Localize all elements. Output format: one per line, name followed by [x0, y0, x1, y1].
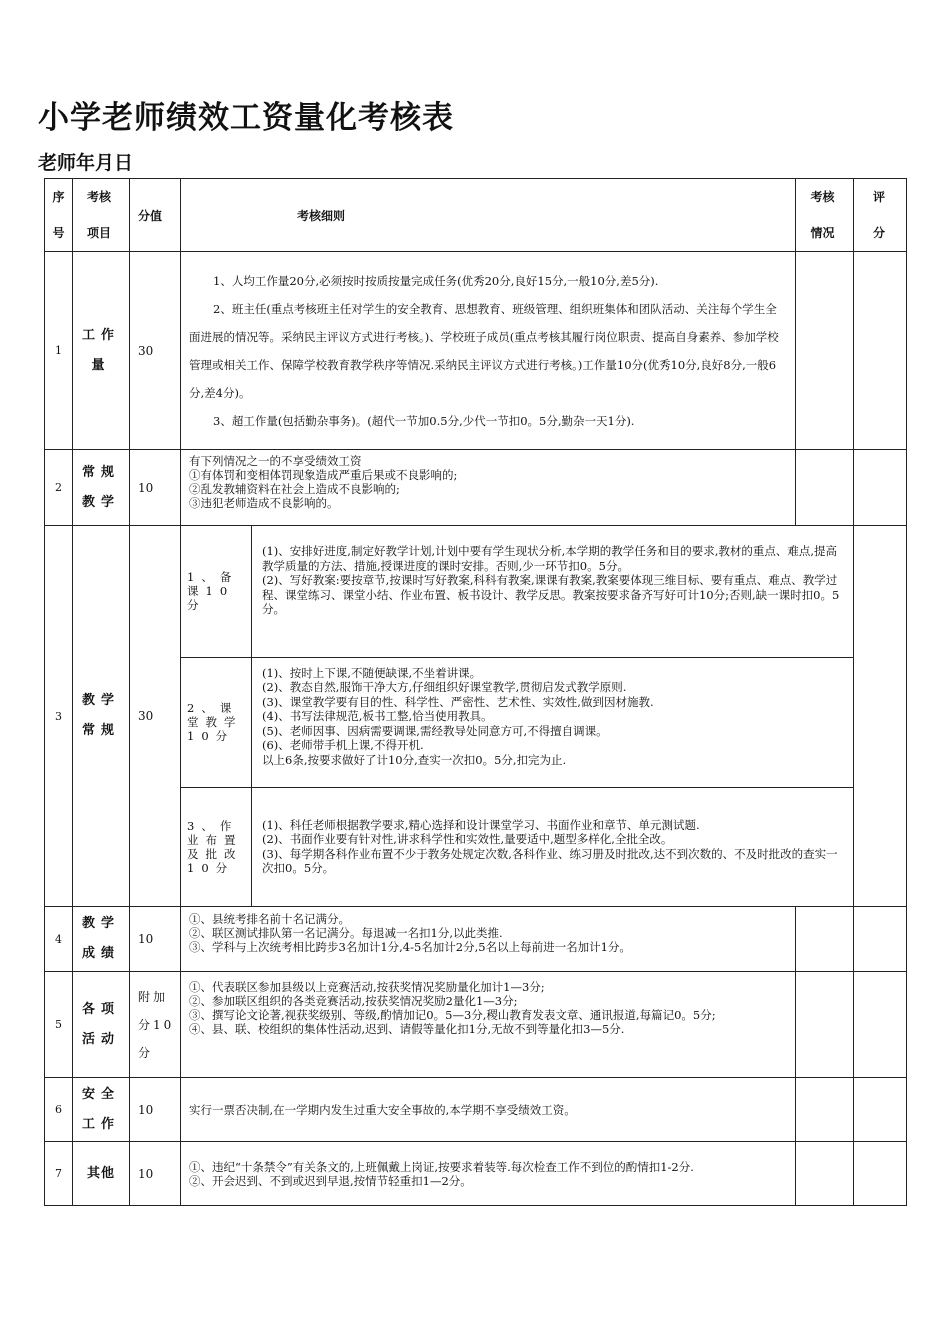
row-item: 教学成绩: [73, 907, 130, 972]
sub-table: [181, 526, 853, 906]
detail-line: (2)、书面作业要有针对性,讲求科学性和实效性,量要适中,题型多样化,全批全改。: [262, 832, 673, 847]
header-detail: 考核细则: [181, 179, 796, 252]
header-score: 分值: [130, 179, 181, 252]
detail-line: (1)、科任老师根据教学要求,精心选择和设计课堂学习、书面作业和章节、单元测试题.: [262, 817, 700, 832]
row-status-cell: [796, 252, 854, 450]
detail-line: (3)、每学期各科作业布置不少于教务处规定次数,各科作业、练习册及时批改,达不到次数的、不及时批改的查实一次扣0。5分。: [262, 846, 838, 876]
detail-line: 以上6条,按要求做好了计10分,查实一次扣0。5分,扣完为止.: [262, 752, 567, 767]
row-status-cell: [796, 450, 854, 526]
sub-row: [181, 526, 853, 657]
detail-line: ④、县、联、校组织的集体性活动,迟到、请假等量化扣1分,无故不到等量化扣3—5分.: [189, 1022, 625, 1036]
header-row: [45, 179, 907, 252]
row-number: 1: [45, 252, 73, 450]
detail-line: 有下列情况之一的不享受绩效工资: [189, 454, 362, 468]
row-status-cell: [796, 1142, 854, 1206]
detail-line: ①有体罚和变相体罚现象造成严重后果或不良影响的;: [189, 468, 458, 482]
detail-line: (1)、安排好进度,制定好教学计划,计划中要有学生现状分析,本学期的教学任务和目的要求,教材的重点、难点,提高教学质量的方法、措施,授课进度的课时安排。否则,少一环节扣0。5分。: [262, 544, 838, 573]
row-grade-cell: [854, 252, 907, 450]
detail-line: (3)、课堂教学要有目的性、科学性、严密性、艺术性、实效性,做到因材施教.: [262, 694, 654, 709]
detail-line: (2)、教态自然,服饰干净大方,仔细组织好课堂教学,贯彻启发式教学原则.: [262, 680, 627, 694]
row-grade-cell: [854, 1078, 907, 1142]
row-grade-cell: [854, 1142, 907, 1206]
table-row: [45, 1142, 907, 1206]
row-number: 3: [45, 526, 73, 907]
detail-line: ①、违纪“十条禁令”有关条文的,上班佩戴上岗证,按要求着装等.每次检查工作不到位的酌情扣1-2分.: [189, 1159, 694, 1174]
row-status-cell: [796, 972, 854, 1078]
row-score: 30: [130, 526, 181, 907]
detail-line: ③、撰写论文论著,视获奖级别、等级,酌情加记0。5—3分,稷山教育发表文章、通讯报道,每篇记0。5分;: [189, 1008, 716, 1022]
row-grade-cell: [854, 972, 907, 1078]
detail-line: 2、班主任(重点考核班主任对学生的安全教育、思想教育、班级管理、组织班集体和团队活动、关注每个学生全面进展的情况等。采纳民主评议方式进行考核。)、学校班子成员(重点考核其履行岗位职责、提高自身素养、参加学校管理或相关工作、保障学校教育教学秩序等情况.采纳民主评议方式进行考核。)工作量10分(优秀10分,良好8分,一般6分,差4分)。: [189, 301, 779, 400]
header-item: 考核项目: [73, 179, 130, 252]
row-grade-cell: [854, 907, 907, 972]
detail-line: 3、超工作量(包括勤杂事务)。(超代一节加0.5分,少代一节扣0。5分,勤杂一天1分).: [213, 413, 635, 428]
sub-label: 2、课堂教学10分: [181, 657, 252, 787]
row-number: 2: [45, 450, 73, 526]
row-score: 30: [130, 252, 181, 450]
row-score: 10: [130, 907, 181, 972]
row-score: 10: [130, 450, 181, 526]
table-row: [45, 526, 907, 907]
row-item: 安全工作: [73, 1078, 130, 1142]
table-row: [45, 972, 907, 1078]
sub-detail: [252, 787, 854, 906]
detail-line: ②、联区测试排队第一名记满分。每退减一名扣1分,以此类推.: [189, 926, 503, 940]
row-number: 6: [45, 1078, 73, 1142]
row-item: 常规教学: [73, 450, 130, 526]
detail-line: (4)、书写法律规范,板书工整,恰当使用教具。: [262, 709, 493, 723]
row-item: 教学常规: [73, 526, 130, 907]
sub-detail: [252, 526, 854, 657]
row-grade-cell: [854, 450, 907, 526]
sub-label: 1、备课10分: [181, 526, 252, 657]
row-detail: [181, 972, 796, 1078]
detail-line: (6)、老师带手机上课,不得开机.: [262, 738, 424, 752]
row-item: 各项活动: [73, 972, 130, 1078]
row-number: 7: [45, 1142, 73, 1206]
page-subtitle: 老师年月日: [38, 152, 134, 174]
table-row: [45, 1078, 907, 1142]
detail-line: 1、人均工作量20分,必须按时按质按量完成任务(优秀20分,良好15分,一般10分,差5分).: [213, 273, 659, 288]
page-title: 小学老师绩效工资量化考核表: [38, 100, 454, 136]
row-detail: [181, 526, 854, 907]
detail-line: (5)、老师因事、因病需要调课,需经教导处同意方可,不得擅自调课。: [262, 723, 608, 738]
row-detail: [181, 1142, 796, 1206]
row-detail: [181, 1078, 796, 1142]
detail-line: ①、代表联区参加县级以上竞赛活动,按获奖情况奖励量化加计1—3分;: [189, 980, 545, 994]
sub-row: [181, 657, 853, 787]
sub-label: 3、作业布置及批改10分: [181, 787, 252, 906]
detail-line: ③违犯老师造成不良影响的。: [189, 496, 339, 510]
row-item: 工作量: [73, 252, 130, 450]
row-number: 4: [45, 907, 73, 972]
row-grade-cell: [854, 526, 907, 907]
row-status-cell: [796, 1078, 854, 1142]
detail-line: 实行一票否决制,在一学期内发生过重大安全事故的,本学期不享受绩效工资。: [189, 1102, 576, 1117]
detail-line: ②乱发教辅资料在社会上造成不良影响的;: [189, 482, 400, 496]
row-score: 10: [130, 1078, 181, 1142]
row-score: 附加分10分: [130, 972, 181, 1078]
header-no: 序号: [45, 179, 73, 252]
table-row: [45, 450, 907, 526]
detail-line: ②、开会迟到、不到或迟到早退,按情节轻重扣1—2分。: [189, 1173, 472, 1188]
detail-line: ①、县统考排名前十名记满分。: [189, 912, 350, 926]
detail-line: (1)、按时上下课,不随便缺课,不坐着讲课。: [262, 665, 482, 680]
header-grade: 评分: [854, 179, 907, 252]
sub-detail: [252, 657, 854, 787]
header-status: 考核情况: [796, 179, 854, 252]
detail-line: ②、参加联区组织的各类竞赛活动,按获奖情况奖励2量化1—3分;: [189, 994, 518, 1008]
row-score: 10: [130, 1142, 181, 1206]
detail-line: ③、学科与上次统考相比跨步3名加计1分,4-5名加计2分,5名以上每前进一名加计1分。: [189, 940, 631, 954]
row-detail: [181, 450, 796, 526]
detail-line: (2)、写好教案:要按章节,按课时写好教案,科科有教案,课课有教案,教案要体现三维目标、要有重点、难点、教学过程、课堂练习、课堂小结、作业布置、板书设计、教学反思。教案按要求备齐写好可计10分;否则,缺一课时扣0。5分。: [262, 573, 840, 616]
row-detail: [181, 907, 796, 972]
sub-row: [181, 787, 853, 906]
row-item: 其他: [73, 1142, 130, 1206]
row-status-cell: [796, 907, 854, 972]
assessment-table: [44, 178, 907, 1206]
row-number: 5: [45, 972, 73, 1078]
table-row: [45, 907, 907, 972]
row-detail: [181, 252, 796, 450]
table-row: [45, 252, 907, 450]
